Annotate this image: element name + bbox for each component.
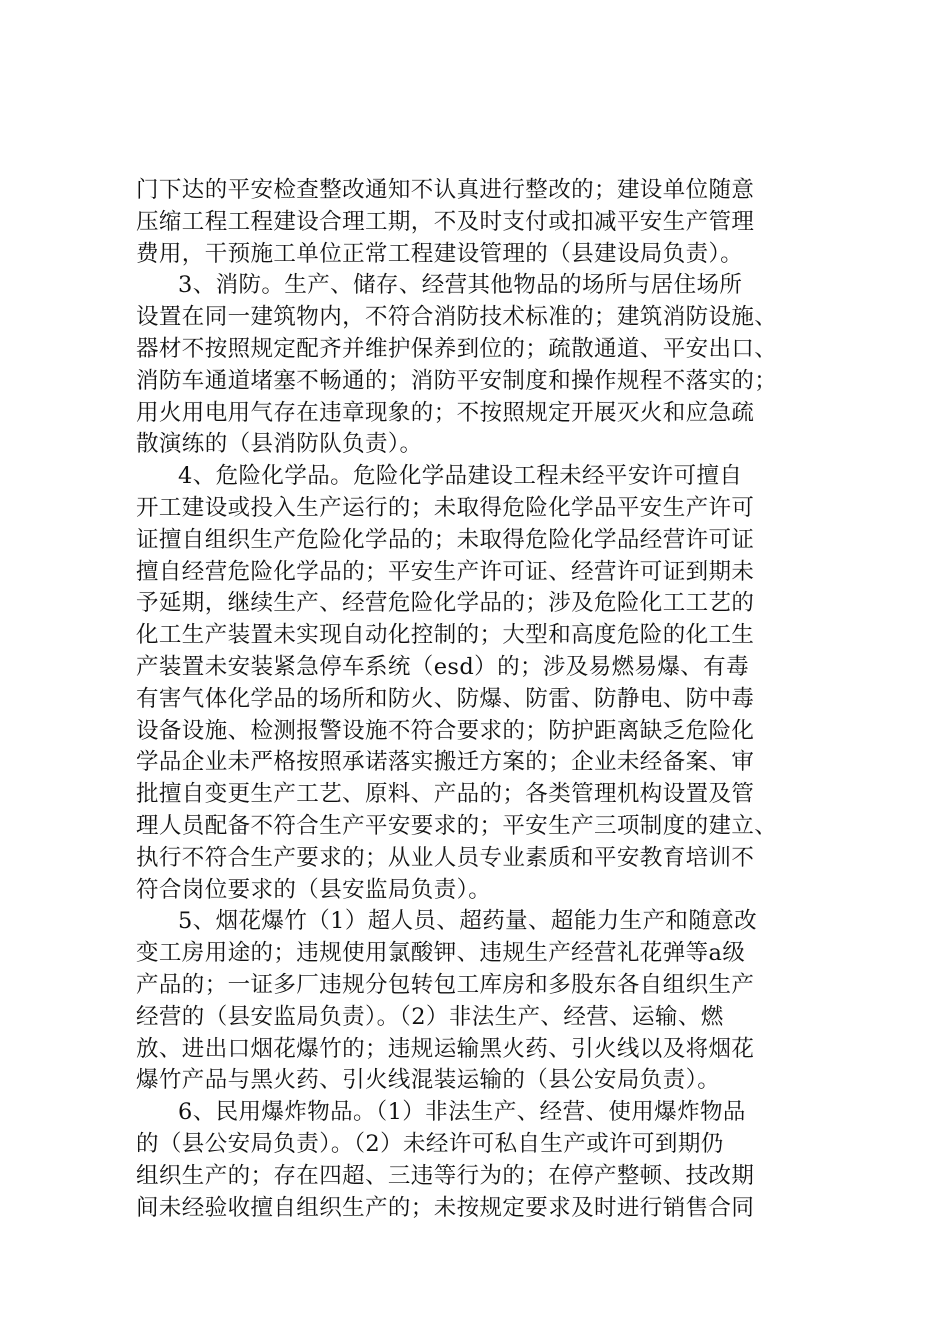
body-text <box>136 175 856 1224</box>
text-line: 理人员配备不符合生产平安要求的；平安生产三项制度的建立、 <box>136 812 778 839</box>
text-line: 爆竹产品与黑火药、引火线混装运输的（县公安局负责）。 <box>136 1067 721 1094</box>
text-line: 予延期，继续生产、经营危险化学品的；涉及危险化工工艺的 <box>136 590 755 617</box>
text-line: 消防车通道堵塞不畅通的；消防平安制度和操作规程不落实的； <box>136 367 778 394</box>
text-line: 证擅自组织生产危险化学品的；未取得危险化学品经营许可证 <box>136 526 755 553</box>
text-line: 经营的（县安监局负责）。（2）非法生产、经营、运输、燃 <box>136 1003 724 1030</box>
text-line: 设置在同一建筑物内，不符合消防技术标准的；建筑消防设施、 <box>136 304 778 331</box>
text-line: 变工房用途的；违规使用氯酸钾、违规生产经营礼花弹等a级 <box>136 940 746 967</box>
text-line: 学品企业未严格按照承诺落实搬迁方案的；企业未经备案、审 <box>136 749 755 776</box>
text-line: 门下达的平安检查整改通知不认真进行整改的；建设单位随意 <box>136 177 755 203</box>
text-line: 放、进出口烟花爆竹的；违规运输黑火药、引火线以及将烟花 <box>136 1035 755 1062</box>
text-line: 化工生产装置未实现自动化控制的；大型和高度危险的化工生 <box>136 622 755 649</box>
text-line: 的（县公安局负责）。（2）未经许可私自生产或许可到期仍 <box>136 1130 724 1157</box>
text-line: 散演练的（县消防队负责）。 <box>136 431 423 458</box>
text-line: 开工建设或投入生产运行的；未取得危险化学品平安生产许可 <box>136 494 755 521</box>
text-line: 费用，干预施工单位正常工程建设管理的（县建设局负责）。 <box>136 240 744 267</box>
text-line: 器材不按照规定配齐并维护保养到位的；疏散通道、平安出口、 <box>136 335 778 362</box>
paragraph-start-line: 5、烟花爆竹（1）超人员、超药量、超能力生产和随意改 <box>178 908 758 935</box>
text-line: 有害气体化学品的场所和防火、防爆、防雷、防静电、防中毒 <box>136 685 755 712</box>
paragraph-start-line: 4、危险化学品。危险化学品建设工程未经平安许可擅自 <box>178 463 743 490</box>
text-line: 压缩工程工程建设合理工期，不及时支付或扣减平安生产管理 <box>136 208 755 235</box>
paragraph-start-line: 3、消防。生产、储存、经营其他物品的场所与居住场所 <box>178 272 743 299</box>
paragraph-start-line: 6、民用爆炸物品。（1）非法生产、经营、使用爆炸物品 <box>178 1099 746 1126</box>
text-line: 间未经验收擅自组织生产的；未按规定要求及时进行销售合同 <box>136 1194 755 1221</box>
text-line: 用火用电用气存在违章现象的；不按照规定开展灭火和应急疏 <box>136 399 755 426</box>
text-line: 符合岗位要求的（县安监局负责）。 <box>136 876 492 903</box>
text-line: 产品的；一证多厂违规分包转包工库房和多股东各自组织生产 <box>136 971 755 998</box>
text-line: 擅自经营危险化学品的；平安生产许可证、经营许可证到期未 <box>136 558 755 585</box>
text-line: 设备设施、检测报警设施不符合要求的；防护距离缺乏危险化 <box>136 717 755 744</box>
text-line: 执行不符合生产要求的；从业人员专业素质和平安教育培训不 <box>136 844 755 871</box>
text-line: 产装置未安装紧急停车系统（esd）的；涉及易燃易爆、有毒 <box>136 653 749 680</box>
text-line: 组织生产的；存在四超、三违等行为的；在停产整顿、技改期 <box>136 1162 755 1189</box>
text-line: 批擅自变更生产工艺、原料、产品的；各类管理机构设置及管 <box>136 781 755 808</box>
